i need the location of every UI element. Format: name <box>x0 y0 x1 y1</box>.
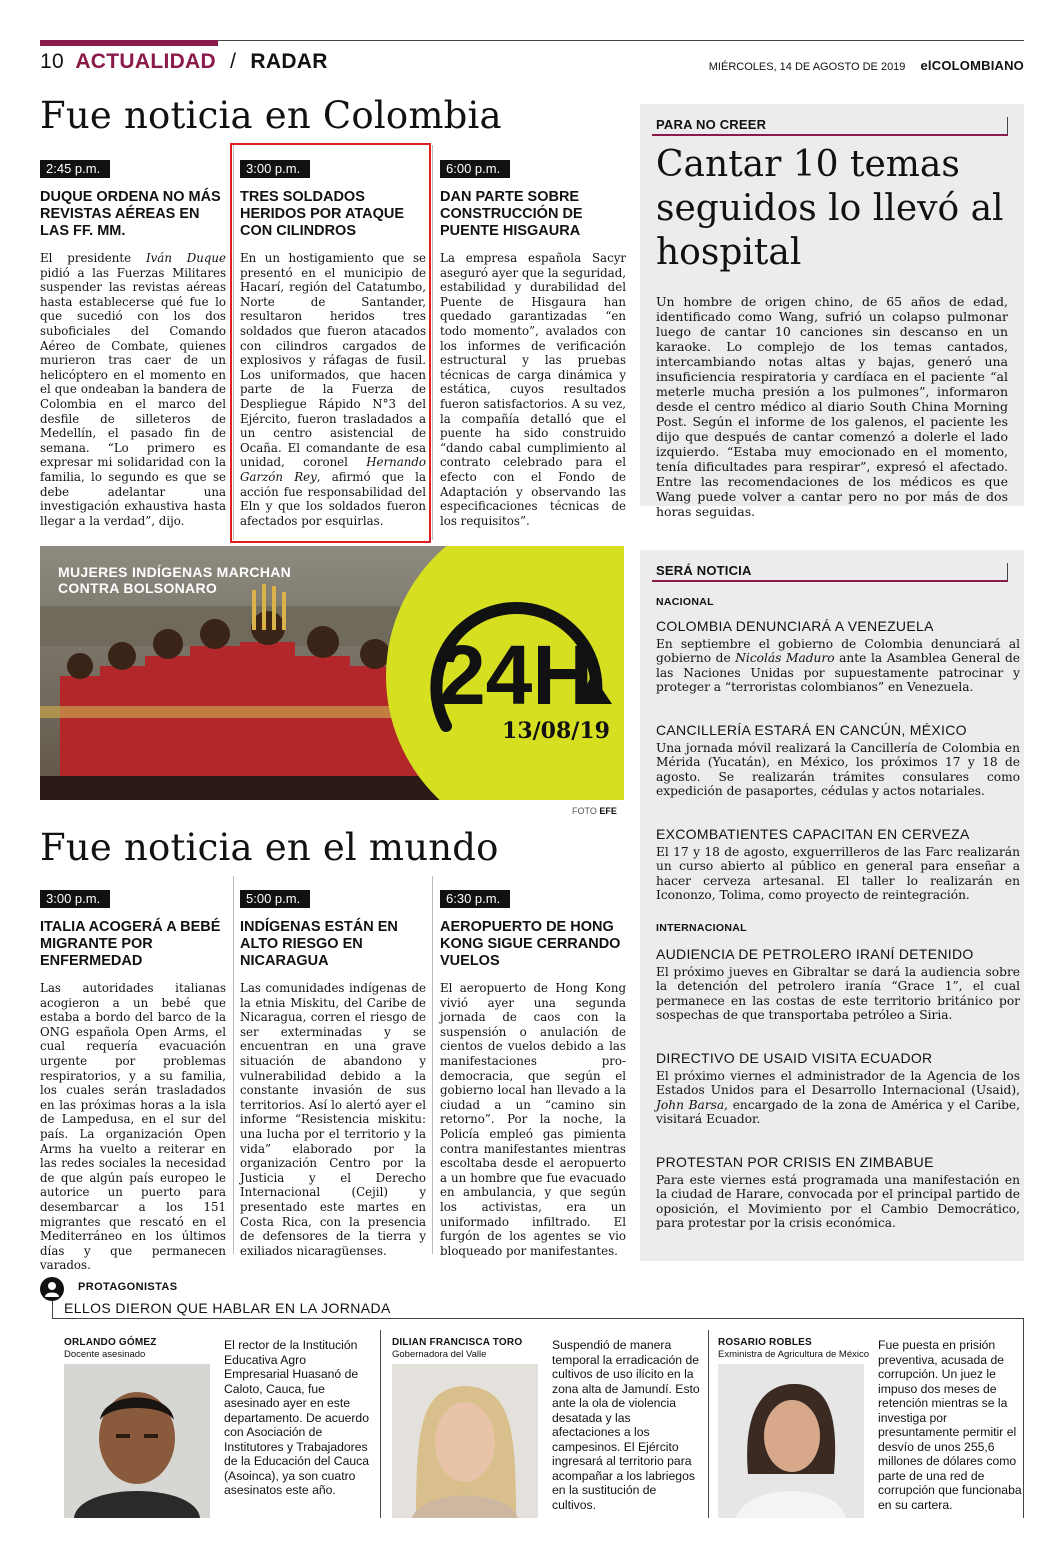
para-no-creer-body: Un hombre de origen chino, de 65 años de edad, identificado como Wang, sufrió un colapso pulmonar luego de cantar 10 canciones sin descanso en un karaoke. Lo complejo de los temas cantados, intercambiando notas altas y bajas, generó una insuficiencia respiratoria y cardíaca en el paciente “al meterle mucha presión a los pulmones”, informaron desde el centro médico al diario South China Morning Post. Según el informe de los galenos, el paciente les dijo que después de cantar comenzó a dolerle el lado izquierdo. “Estaba muy emocionado en el momento, tenía dificultades para respirar”, expresó el afectado. Entre las recomendaciones de los médicos es que Wang puede volver a cantar pero no por más de dos horas seguidas. <box>656 294 1008 519</box>
kicker-rule <box>652 134 1008 136</box>
sera-noticia-item <box>656 618 1020 694</box>
protagonist-role: Exministra de Agricultura de México <box>718 1349 870 1360</box>
photo-caption: MUJERES INDÍGENAS MARCHAN CONTRA BOLSONARO <box>58 564 292 596</box>
page-header <box>40 50 328 74</box>
news-headline: TRES SOLDADOS HERIDOS POR ATAQUE CON CILINDROS <box>240 189 405 239</box>
section-name: ACTUALIDAD <box>75 50 216 73</box>
time-badge: 6:30 p.m. <box>440 890 510 908</box>
news-headline: ITALIA ACOGERÁ A BEBÉ MIGRANTE POR ENFERMEDAD <box>40 919 221 969</box>
photo-credit: FOTO EFE <box>572 806 617 816</box>
news-headline: INDÍGENAS ESTÁN EN ALTO RIESGO EN NICARAGUA <box>240 919 398 969</box>
column-divider <box>432 145 433 540</box>
sera-noticia-item <box>656 826 1020 902</box>
colombia-item-3 <box>440 158 626 528</box>
time-badge: 5:00 p.m. <box>240 890 310 908</box>
sera-noticia-title: DIRECTIVO DE USAID VISITA ECUADOR <box>656 1050 933 1066</box>
protagonist-text: Suspendió de manera temporal la erradicación de cultivos de uso ilícito en la zona alta de Jamundí. Esto ante la ola de violencia desatada y las afectaciones a los campesinos. El Ejército ingresará al territorio para acompañar a los labriegos en la sustitución de cultivos. <box>552 1338 700 1512</box>
protagonist-photo <box>64 1364 210 1518</box>
mundo-item-2 <box>240 888 426 1258</box>
24h-text: 24H <box>438 628 594 722</box>
sera-noticia-text: El próximo jueves en Gibraltar se dará la audiencia sobre la detención del petrolero iranía “Grace 1”, el cual permanece en las costas de este territorio británico por sospechas de que transportaba petróleo a Siria. <box>656 965 1020 1022</box>
kicker-vrule <box>1007 117 1008 135</box>
news-headline: DAN PARTE SOBRE CONSTRUCCIÓN DE PUENTE HISGAURA <box>440 189 583 239</box>
section-separator: / <box>230 50 237 73</box>
colombia-section-title: Fue noticia en Colombia <box>40 94 502 137</box>
page-number: 10 <box>40 50 64 73</box>
protagonistas-kicker: PROTAGONISTAS <box>78 1281 178 1293</box>
sera-noticia-title: AUDIENCIA DE PETROLERO IRANÍ DETENIDO <box>656 946 974 962</box>
mundo-section-title: Fue noticia en el mundo <box>40 826 499 869</box>
sera-noticia-item <box>656 946 1020 1022</box>
sera-noticia-text: Una jornada móvil realizará la Cancillería de Colombia en Mérida (Yucatán), en México, los próximos 17 y 18 de agosto. Se realizarán trámites consulares como expedición de pasaportes, cédulas y actos notariales. <box>656 741 1020 798</box>
frame-line <box>52 1318 1024 1319</box>
news-headline: AEROPUERTO DE HONG KONG SIGUE CERRANDO VUELOS <box>440 919 621 969</box>
news-photo <box>40 546 624 800</box>
sera-noticia-title: CANCILLERÍA ESTARÁ EN CANCÚN, MÉXICO <box>656 722 967 738</box>
news-body: Las autoridades italianas acogieron a un bebé que estaba a bordo del barco de la ONG española Open Arms, el cual requería evacuación urgente por problemas respiratorios, y a su familia, los cuales serán trasladados en las próximas horas a la isla de Lampedusa, en el sur del país. La organización Open Arms ha vuelto a reiterar en las redes sociales la necesidad de que algún país europeo le autorice un puerto para desembarcar a los 151 migrantes que rescató en el Mediterráneo en los últimos días y que permanecen varados. <box>40 981 226 1273</box>
protagonist-photo <box>392 1364 538 1518</box>
time-badge: 2:45 p.m. <box>40 160 110 178</box>
subsection-name: RADAR <box>250 50 328 73</box>
column-divider <box>380 1330 381 1518</box>
sera-noticia-item <box>656 1050 1020 1126</box>
news-headline: DUQUE ORDENA NO MÁS REVISTAS AÉREAS EN LAS FF. MM. <box>40 189 221 239</box>
time-badge: 3:00 p.m. <box>40 890 110 908</box>
protagonist-name: ORLANDO GÓMEZ <box>64 1337 157 1348</box>
header-meta <box>709 58 1024 73</box>
24h-date: 13/08/19 <box>502 718 610 744</box>
sera-noticia-item <box>656 722 1020 798</box>
sera-noticia-text: El 17 y 18 de agosto, exguerrilleros de las Farc realizarán un curso abierto al público en general para enseñar a hacer cerveza artesanal. El taller lo realizarán en Icononzo, Tolima, como proyecto de reintegración. <box>656 845 1020 902</box>
highlight-box <box>230 143 431 543</box>
protagonist-photo <box>718 1364 864 1518</box>
sera-noticia-title: COLOMBIA DENUNCIARÁ A VENEZUELA <box>656 618 934 634</box>
column-divider <box>708 1330 709 1518</box>
protagonist-role: Docente asesinado <box>64 1349 146 1360</box>
sera-noticia-text: Para este viernes está programada una manifestación en la ciudad de Harare, convocada por el principal partido de oposición, el Movimiento por el Cambio Democrático, para protestar por la crisis económica. <box>656 1173 1020 1230</box>
protagonistas-subtitle: ELLOS DIERON QUE HABLAR EN LA JORNADA <box>64 1300 391 1316</box>
sera-noticia-title: PROTESTAN POR CRISIS EN ZIMBABUE <box>656 1154 934 1170</box>
para-no-creer-kicker: PARA NO CREER <box>656 117 767 132</box>
para-no-creer-headline: Cantar 10 temas seguidos lo llevó al hospital <box>656 144 1004 273</box>
nacional-label: NACIONAL <box>656 596 714 608</box>
news-body: La empresa española Sacyr aseguró ayer que la seguridad, estabilidad y durabilidad del Puente de Hisgaura han quedado garantizadas “en todo momento”, avalados con los informes de verificación estructural y las pruebas técnicas de carga dinámica y estática, cuyos resultados fueron satisfactorios. A su vez, la compañía detalló que el puente ha sido construido “dando cabal cumplimiento al contrato celebrado para el efecto con el Fondo de Adaptación y observando las especificaciones técnicas de los requisitos”. <box>440 251 626 528</box>
24h-icon <box>406 576 624 776</box>
protagonist-name: DILIAN FRANCISCA TORO <box>392 1337 523 1348</box>
kicker-rule <box>652 580 1008 582</box>
internacional-label: INTERNACIONAL <box>656 922 747 934</box>
sera-noticia-item <box>656 1154 1020 1230</box>
sera-noticia-text: El próximo viernes el administrador de la Agencia de los Estados Unidos para el Desarrollo Internacional (Usaid), John Barsa, encargado de la zona de América y el Caribe, visitará Ecuador. <box>656 1069 1020 1126</box>
header-accent-bar <box>40 40 218 46</box>
time-badge: 6:00 p.m. <box>440 160 510 178</box>
news-body: Las comunidades indígenas de la etnia Miskitu, del Caribe de Nicaragua, corren el riesgo de ser exterminadas y se encuentran en una grave situación de abandono y vulnerabilidad debido a la constante invasión de sus territorios. Así lo alertó ayer el informe “Resistencia miskitu: una lucha por el territorio y la vida” elaborado por la organización Centro por la Justicia y el Derecho Internacional (Cejil) y presentado este martes en Costa Rica, con la presencia de defensores de la tierra y exiliados nicaragüenses. <box>240 981 426 1258</box>
protagonist-role: Gobernadora del Valle <box>392 1349 487 1360</box>
mundo-item-1 <box>40 888 226 1273</box>
sera-noticia-title: EXCOMBATIENTES CAPACITAN EN CERVEZA <box>656 826 970 842</box>
column-divider <box>233 876 234 1254</box>
kicker-vrule <box>1007 563 1008 581</box>
news-body: En un hostigamiento que se presentó en el municipio de Hacarí, región del Catatumbo, Norte de Santander, resultaron heridos tres soldados que fueron atacados con cilindros cargados de explosivos y ráfagas de fusil. Los uniformados, que hacen parte de la Fuerza de Despliegue Rápido N°3 del Ejército, fueron trasladados a un centro asistencial de Ocaña. El comandante de esa unidad, coronel Hernando Garzón Rey, afirmó que la acción fue responsabilidad del Eln y que los soldados fueron afectados por esquirlas. <box>240 251 426 528</box>
news-body: El presidente Iván Duque pidió a las Fuerzas Militares suspender las revistas aéreas hasta establecerse qué fue lo que sucedió con los dos suboficiales del Comando Aéreo de Combate, quienes murieron tras caer de un helicóptero en el momento en el que ondeaban la bandera de Colombia en el marco del desfile de silleteros de Medellín, el pasado fin de semana. “Lo primero es expresar mi solidaridad con la familia, lo segundo es que se debe adelantar una investigación exhaustiva hasta llegar a la verdad”, dijo. <box>40 251 226 528</box>
colombia-item-1 <box>40 158 226 528</box>
protagonist-text: Fue puesta en prisión preventiva, acusada de corrupción. Un juez le impuso dos meses de retención mientras se la investiga por presuntamente permitir el desvío de unos 255,6 millones de dólares como parte de una red de corrupción que funcionaba en su cartera. <box>878 1338 1022 1512</box>
sera-noticia-kicker: SERÁ NOTICIA <box>656 563 752 578</box>
edition-date: MIÉRCOLES, 14 DE AGOSTO DE 2019 <box>708 61 906 73</box>
protagonist-name: ROSARIO ROBLES <box>718 1337 812 1348</box>
news-body: El aeropuerto de Hong Kong vivió ayer una segunda jornada de caos con la suspensión o anulación de cientos de vuelos debido a las manifestaciones pro-democracia, que según el gobierno local han llevado a la ciudad a un “camino sin retorno”. Por la noche, la Policía empleó gas pimienta contra manifestantes mientras escoltaba desde el aeropuerto a un hombre que fue evacuado en ambulancia, y que según los activistas, era un uniformado infiltrado. El furgón de los agentes se vio bloqueado por manifestantes. <box>440 981 626 1258</box>
time-badge: 3:00 p.m. <box>240 160 310 178</box>
frame-line <box>1023 1318 1024 1518</box>
frame-line <box>52 1301 53 1318</box>
protagonist-text: El rector de la Institución Educativa Agro Empresarial Huasanó de Caloto, Cauca, fue asesinado ayer en este departamento. De acuerdo con Asociación de Institutores y Trabajadores de la Educación del Cauca (Asoinca), ya son cuatro asesinatos este año. <box>224 1338 369 1497</box>
mundo-item-3 <box>440 888 626 1258</box>
column-divider <box>432 876 433 1254</box>
sera-noticia-text: En septiembre el gobierno de Colombia denunciará al gobierno de Nicolás Maduro ante la Asamblea General de las Naciones Unidas por supuestamente patrocinar y proteger a “terroristas colombianos” en Venezuela. <box>656 637 1020 694</box>
person-icon <box>40 1277 64 1301</box>
newspaper-brand: elCOLOMBIANO <box>920 58 1024 73</box>
